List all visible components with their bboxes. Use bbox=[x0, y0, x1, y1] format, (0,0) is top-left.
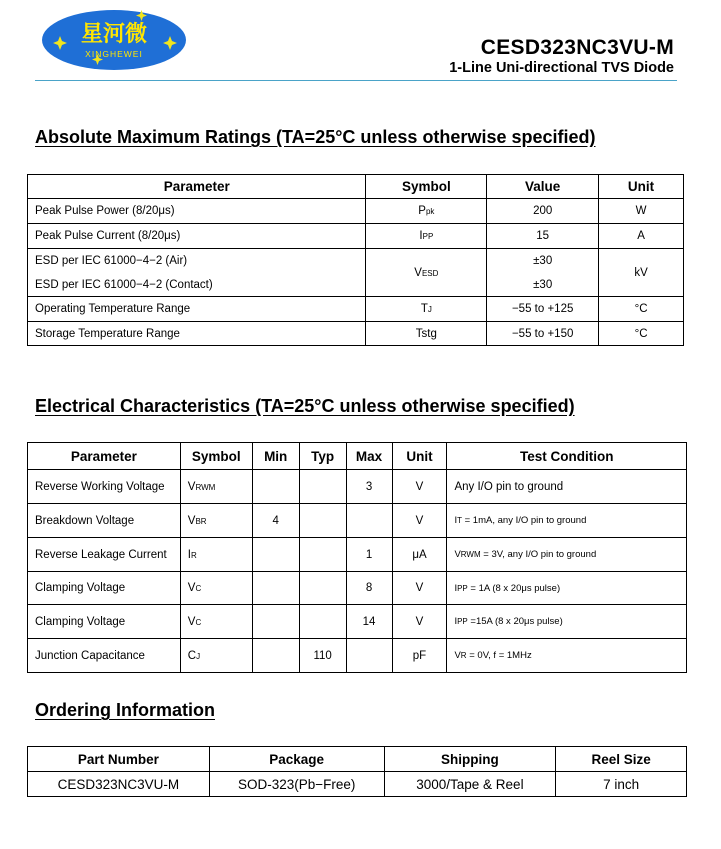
elec-header-row bbox=[28, 443, 687, 470]
package-cell: SOD-323(Pb−Free) bbox=[209, 772, 384, 797]
max-cell bbox=[346, 504, 392, 538]
symbol-cell: VESD bbox=[366, 249, 487, 297]
param-cell: ESD per IEC 61000−4−2 (Air) bbox=[28, 249, 366, 274]
param-cell: Reverse Working Voltage bbox=[28, 470, 181, 504]
condition-cell: IPP = 1A (8 x 20μs pulse) bbox=[447, 572, 687, 605]
param-cell: Junction Capacitance bbox=[28, 639, 181, 673]
ordering-title: Ordering Information bbox=[35, 700, 215, 720]
header-typ: Typ bbox=[299, 443, 346, 470]
unit-cell: V bbox=[392, 504, 447, 538]
param-cell: Peak Pulse Power (8/20μs) bbox=[28, 199, 366, 224]
typ-cell bbox=[299, 572, 346, 605]
value-cell: −55 to +125 bbox=[487, 297, 599, 322]
table-row bbox=[28, 605, 687, 639]
symbol-cell: Ppk bbox=[366, 199, 487, 224]
value-cell: −55 to +150 bbox=[487, 322, 599, 346]
min-cell bbox=[252, 538, 299, 572]
typ-cell bbox=[299, 538, 346, 572]
min-cell bbox=[252, 605, 299, 639]
param-cell: Peak Pulse Current (8/20μs) bbox=[28, 224, 366, 249]
value-cell: 200 bbox=[487, 199, 599, 224]
condition-cell: Any I/O pin to ground bbox=[447, 470, 687, 504]
symbol-cell: CJ bbox=[180, 639, 252, 673]
symbol-cell: IPP bbox=[366, 224, 487, 249]
logo-latin-text: XINGHEWEI bbox=[85, 49, 143, 59]
table-row bbox=[28, 504, 687, 538]
header-package: Package bbox=[209, 747, 384, 772]
part-number-cell: CESD323NC3VU-M bbox=[28, 772, 210, 797]
param-cell: Clamping Voltage bbox=[28, 572, 181, 605]
unit-cell: pF bbox=[392, 639, 447, 673]
ordering-header-row bbox=[28, 747, 687, 772]
part-title: CESD323NC3VU-M bbox=[480, 36, 674, 59]
min-cell bbox=[252, 470, 299, 504]
max-cell: 8 bbox=[346, 572, 392, 605]
part-subtitle: 1-Line Uni-directional TVS Diode bbox=[449, 60, 674, 76]
typ-cell bbox=[299, 504, 346, 538]
elec-title: Electrical Characteristics (TA=25°C unless otherwise specified) bbox=[35, 396, 575, 416]
table-row bbox=[28, 274, 684, 297]
table-row bbox=[28, 772, 687, 797]
typ-cell bbox=[299, 605, 346, 639]
symbol-cell: Tstg bbox=[366, 322, 487, 346]
table-row bbox=[28, 199, 684, 224]
unit-cell: °C bbox=[599, 297, 684, 322]
ordering-table bbox=[27, 746, 687, 797]
param-cell: Reverse Leakage Current bbox=[28, 538, 181, 572]
symbol-cell: TJ bbox=[366, 297, 487, 322]
header-min: Min bbox=[252, 443, 299, 470]
header-part-number: Part Number bbox=[28, 747, 210, 772]
param-cell: Clamping Voltage bbox=[28, 605, 181, 639]
elec-table bbox=[27, 442, 687, 673]
shipping-cell: 3000/Tape & Reel bbox=[384, 772, 556, 797]
value-cell: 15 bbox=[487, 224, 599, 249]
header-value: Value bbox=[487, 175, 599, 199]
condition-cell: VR = 0V, f = 1MHz bbox=[447, 639, 687, 673]
logo-chinese-text: 星河微 bbox=[80, 21, 148, 47]
value-cell: ±30 bbox=[487, 274, 599, 297]
symbol-cell: IR bbox=[180, 538, 252, 572]
max-cell: 1 bbox=[346, 538, 392, 572]
symbol-cell: VC bbox=[180, 605, 252, 639]
typ-cell: 110 bbox=[299, 639, 346, 673]
abs-max-header-row bbox=[28, 175, 684, 199]
max-cell bbox=[346, 639, 392, 673]
param-cell: Storage Temperature Range bbox=[28, 322, 366, 346]
header-max: Max bbox=[346, 443, 392, 470]
table-row bbox=[28, 538, 687, 572]
unit-cell: °C bbox=[599, 322, 684, 346]
min-cell bbox=[252, 572, 299, 605]
table-row bbox=[28, 224, 684, 249]
table-row bbox=[28, 639, 687, 673]
abs-max-title: Absolute Maximum Ratings (TA=25°C unless otherwise specified) bbox=[35, 127, 596, 147]
max-cell: 14 bbox=[346, 605, 392, 639]
param-cell: Breakdown Voltage bbox=[28, 504, 181, 538]
table-row bbox=[28, 572, 687, 605]
unit-cell: A bbox=[599, 224, 684, 249]
header-unit: Unit bbox=[599, 175, 684, 199]
max-cell: 3 bbox=[346, 470, 392, 504]
unit-cell: V bbox=[392, 605, 447, 639]
unit-cell: W bbox=[599, 199, 684, 224]
header-parameter: Parameter bbox=[28, 175, 366, 199]
min-cell: 4 bbox=[252, 504, 299, 538]
header-test-condition: Test Condition bbox=[447, 443, 687, 470]
header-reel-size: Reel Size bbox=[556, 747, 687, 772]
symbol-cell: VRWM bbox=[180, 470, 252, 504]
unit-cell: V bbox=[392, 572, 447, 605]
min-cell bbox=[252, 639, 299, 673]
param-cell: ESD per IEC 61000−4−2 (Contact) bbox=[28, 274, 366, 297]
header-parameter: Parameter bbox=[28, 443, 181, 470]
condition-cell: VRWM = 3V, any I/O pin to ground bbox=[447, 538, 687, 572]
header-unit: Unit bbox=[392, 443, 447, 470]
table-row bbox=[28, 249, 684, 274]
condition-cell: IT = 1mA, any I/O pin to ground bbox=[447, 504, 687, 538]
param-cell: Operating Temperature Range bbox=[28, 297, 366, 322]
condition-cell: IPP =15A (8 x 20μs pulse) bbox=[447, 605, 687, 639]
header-shipping: Shipping bbox=[384, 747, 556, 772]
table-row bbox=[28, 297, 684, 322]
typ-cell bbox=[299, 470, 346, 504]
reel-size-cell: 7 inch bbox=[556, 772, 687, 797]
table-row bbox=[28, 322, 684, 346]
unit-cell: V bbox=[392, 470, 447, 504]
header-symbol: Symbol bbox=[180, 443, 252, 470]
value-cell: ±30 bbox=[487, 249, 599, 274]
abs-max-table bbox=[27, 174, 684, 346]
table-row bbox=[28, 470, 687, 504]
symbol-cell: VBR bbox=[180, 504, 252, 538]
header-rule bbox=[35, 80, 677, 81]
symbol-cell: VC bbox=[180, 572, 252, 605]
unit-cell: μA bbox=[392, 538, 447, 572]
company-logo bbox=[40, 8, 188, 72]
unit-cell: kV bbox=[599, 249, 684, 297]
header-symbol: Symbol bbox=[366, 175, 487, 199]
